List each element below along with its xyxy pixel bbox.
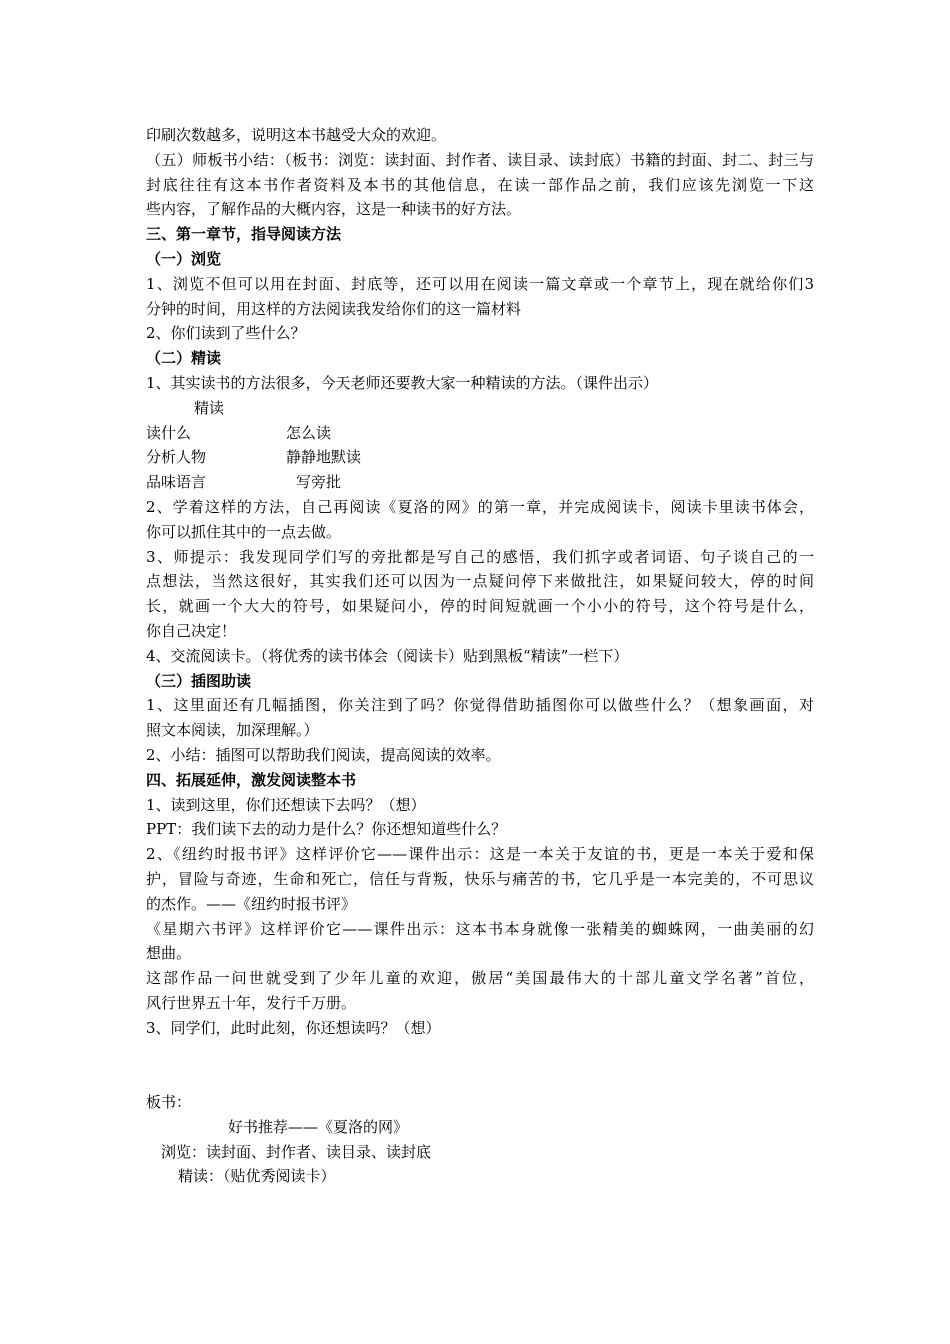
paragraph-line: 1、其实读书的方法很多，今天老师还要教大家一种精读的方法。（课件出示）: [146, 373, 659, 392]
paragraph-line: 这部作品一问世就受到了少年儿童的欢迎，傲居“美国最伟大的十部儿童文学名著”首位，: [146, 969, 814, 988]
table-cell-left: 品味语言: [146, 473, 207, 492]
table-cell-right: 怎么读: [286, 423, 332, 442]
paragraph-line: 3、同学们，此时此刻，你还想读吗？（想）: [146, 1018, 441, 1037]
table-heading: 精读: [194, 398, 225, 417]
paragraph-line: （五）师板书小结：（板书：浏览：读封面、封作者、读目录、读封底）书籍的封面、封二、封三与: [146, 150, 814, 169]
table-row: [146, 470, 814, 495]
paragraph-line: 分钟的时间，用这样的方法阅读我发给你们的这一篇材料: [146, 299, 522, 318]
paragraph-line: PPT：我们读下去的动力是什么？你还想知道些什么？: [146, 820, 507, 839]
reading-method-table: [146, 396, 814, 495]
paragraph-line: 风行世界五十年，发行千万册。: [146, 993, 357, 1012]
section-heading: 三、第一章节，指导阅读方法: [146, 225, 342, 244]
board-title: 好书推荐——《夏洛的网》: [228, 1117, 409, 1136]
table-cell-left: 读什么: [146, 423, 192, 442]
table-row: [146, 445, 814, 470]
paragraph-line: 想曲。: [146, 944, 192, 963]
section-heading: 四、拓展延伸，激发阅读整本书: [146, 770, 357, 789]
board-line-row: [146, 1164, 814, 1189]
paragraph-line: 的杰作。——《纽约时报书评》: [146, 894, 357, 913]
paragraph-line: 你可以抓住其中的一点去做。: [146, 522, 342, 541]
paragraph-line: 点想法，当然这很好，其实我们还可以因为一点疑问停下来做批注，如果疑问较大，停的时间: [146, 572, 814, 591]
paragraph-line: 《星期六书评》这样评价它——课件出示：这本书本身就像一张精美的蜘蛛网，一曲美丽的幻: [146, 919, 814, 938]
paragraph-line: 1、这里面还有几幅插图，你关注到了吗？你觉得借助插图你可以做些什么？（想象画面，对: [146, 696, 814, 715]
paragraph-line: 1、读到这里，你们还想读下去吗？（想）: [146, 795, 426, 814]
paragraph-line: 护，冒险与奇迹，生命和死亡，信任与背叛，快乐与痛苦的书，它几乎是一本完美的，不可思议: [146, 869, 814, 888]
paragraph-line: 你自己决定！: [146, 621, 237, 640]
paragraph-line: 2、小结：插图可以帮助我们阅读，提高阅读的效率。: [146, 745, 501, 764]
board-browse-line: 浏览：读封面、封作者、读目录、读封底: [161, 1142, 432, 1161]
blackboard-section: [146, 1090, 814, 1189]
subsection-heading: （三）插图助读: [146, 671, 252, 690]
table-cell-right: 写旁批: [296, 473, 342, 492]
paragraph-line: 4、交流阅读卡。（将优秀的读书体会（阅读卡）贴到黑板“精读”一栏下）: [146, 646, 629, 665]
paragraph-line: 照文本阅读，加深理解。）: [146, 721, 319, 740]
paragraph-line: 2、你们读到了些什么？: [146, 324, 306, 343]
table-row: [146, 421, 814, 446]
paragraph-line: 些内容，了解作品的大概内容，这是一种读书的好方法。: [146, 200, 522, 219]
paragraph-line: 封底往往有这本书作者资料及本书的其他信息，在读一部作品之前，我们应该先浏览一下这: [146, 175, 814, 194]
paragraph-line: 3、师提示：我发现同学们写的旁批都是写自己的感悟，我们抓字或者词语、句子谈自己的一: [146, 547, 814, 566]
paragraph-line: 印刷次数越多，说明这本书越受大众的欢迎。: [146, 126, 447, 144]
board-title-row: [146, 1115, 814, 1140]
table-cell-right: 静静地默读: [286, 448, 362, 467]
paragraph-line: 1、浏览不但可以用在封面、封底等，还可以用在阅读一篇文章或一个章节上，现在就给你们3: [146, 274, 814, 293]
document-page: [146, 123, 814, 1189]
subsection-heading: （一）浏览: [146, 249, 222, 268]
subsection-heading: （二）精读: [146, 349, 222, 368]
paragraph-line: 2、学着这样的方法，自己再阅读《夏洛的网》的第一章，并完成阅读卡，阅读卡里读书体会，: [146, 497, 814, 516]
board-line-row: [146, 1140, 814, 1165]
paragraph-line: 长，就画一个大大的符号，如果疑问小，停的时间短就画一个小小的符号，这个符号是什么，: [146, 597, 814, 616]
board-intensive-line: 精读：（贴优秀阅读卡）: [178, 1167, 336, 1186]
paragraph-line: 2、《纽约时报书评》这样评价它——课件出示：这是一本关于友谊的书，更是一本关于爱和保: [146, 845, 814, 864]
board-label: 板书：: [146, 1093, 192, 1112]
table-heading-row: [146, 396, 814, 421]
table-cell-left: 分析人物: [146, 448, 207, 467]
